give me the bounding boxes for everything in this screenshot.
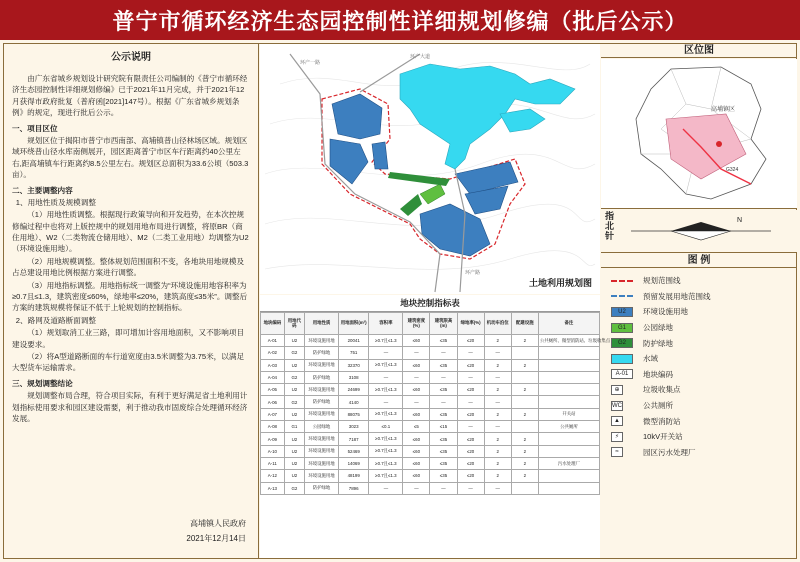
table-cell: 环境设施用地 (305, 470, 339, 482)
road-label: G324 (726, 167, 739, 173)
table-cell: ≤20 (457, 359, 484, 371)
table-cell (538, 347, 599, 359)
table-cell: — (484, 347, 511, 359)
section-3-text: 规划调整布局合理，符合项目实际，有利于更好满足省土地利用计划指标使用要求和园区建设需要，利于推动我市固废综合处理循环经济发展。 (12, 391, 248, 423)
section-2-1-c: （3）用地指标调整。用地指标统一调整为“环境设施用地容积率为≥0.7且≤1.3，建筑密度≤60%，绿地率≤20%，建筑高度≤35米”。调整后方案的建筑规模将保证不低于上轮规划的控制指标。 (12, 280, 248, 313)
legend-label: 防护绿地 (643, 338, 673, 348)
table-cell (511, 396, 538, 408)
legend-swatch: U2 (611, 307, 633, 317)
legend-swatch: A-01 (611, 369, 633, 379)
table-cell: ≤5 (403, 421, 430, 433)
table-cell: ≤20 (457, 470, 484, 482)
table-row (261, 421, 600, 433)
table-cell: 48199 (338, 470, 369, 482)
table-cell: ≤60 (403, 433, 430, 445)
table-cell: — (457, 421, 484, 433)
table-cell: — (457, 347, 484, 359)
table-header-cell: 用地性质 (305, 313, 339, 335)
table-cell: ≤35 (430, 457, 457, 469)
table-cell: 2 (484, 433, 511, 445)
table-cell: A-02 (261, 347, 285, 359)
table-cell (511, 371, 538, 383)
control-indicator-table (260, 295, 611, 558)
notice-intro: 由广东省城乡规划设计研究院有限责任公司编制的《普宁市循环经济生态园控制性详细规划修编》已于2021年11月完成，并于2021年12月获得市政府批复（普府函[2021]147号）。根据《广东省城乡规划条例》的规定，现进行批后公示。 (12, 74, 248, 118)
table-row (261, 359, 600, 371)
table-header-cell: 配建设施 (511, 313, 538, 335)
table-cell: 7896 (338, 482, 369, 494)
table-cell: 2 (484, 470, 511, 482)
table-cell: ≥0.7且≤1.3 (369, 433, 403, 445)
table-cell: 公共厕所 (538, 421, 599, 433)
table-cell: G1 (284, 421, 304, 433)
signer: 高埔镇人民政府 (190, 519, 246, 529)
legend-swatch (611, 280, 633, 282)
table-cell: 污水处理厂 (538, 457, 599, 469)
table-cell: 环境设施用地 (305, 335, 339, 347)
location-map (601, 59, 797, 209)
legend-label: 园区污水处理厂 (643, 447, 696, 457)
land-use-map-drawing (260, 44, 600, 294)
table-row (261, 457, 600, 469)
legend-swatch: G1 (611, 323, 633, 333)
table-cell: A-13 (261, 482, 285, 494)
table-cell: 公共厕所、微型消防站、垃圾收集点 (538, 335, 599, 347)
legend-item (611, 304, 787, 320)
table-row (261, 445, 600, 457)
table-cell: ≤60 (403, 445, 430, 457)
table-cell: A-05 (261, 384, 285, 396)
table-cell: 2 (511, 457, 538, 469)
table-cell: — (484, 482, 511, 494)
table-cell: — (430, 347, 457, 359)
table-cell: — (484, 371, 511, 383)
table-cell: 2 (484, 445, 511, 457)
table-cell: 2 (511, 470, 538, 482)
table-cell: 环境设施用地 (305, 408, 339, 420)
notice-panel (4, 44, 259, 558)
table-row (261, 470, 600, 482)
page-title: 普宁市循环经济生态园控制性详细规划修编（批后公示） (112, 8, 688, 34)
table-cell: 2 (511, 359, 538, 371)
location-map-heading: 区位图 (601, 44, 797, 58)
table-cell (538, 359, 599, 371)
table-row (261, 335, 600, 347)
section-2-2-b: （2）将A型道路断面的车行道宽度由3.5米调整为3.75米，以满足大型货车运输需求。 (12, 351, 245, 373)
notice-heading: 公示说明 (111, 52, 151, 63)
table-body (261, 335, 611, 495)
town-label: 高埔镇区 (711, 107, 736, 113)
table-cell: — (457, 396, 484, 408)
table-cell: ≤0.1 (369, 421, 403, 433)
table-cell: — (457, 482, 484, 494)
location-map-drawing (601, 59, 797, 209)
table-cell: A-12 (261, 470, 285, 482)
table-cell: 14069 (338, 457, 369, 469)
legend-item (611, 367, 787, 383)
legend-swatch: ≈ (611, 447, 623, 457)
table-cell: — (403, 371, 430, 383)
table-cell (511, 482, 538, 494)
table-cell (538, 482, 599, 494)
table-cell: ≤60 (403, 384, 430, 396)
table-cell: 2 (511, 408, 538, 420)
subsection-2-2: 2、路网及道路断面调整 (15, 315, 96, 325)
table-row (261, 371, 600, 383)
legend-swatch (611, 354, 633, 364)
table-header-cell: 用地面积(m²) (338, 313, 369, 335)
table-cell: G2 (284, 371, 304, 383)
table-cell: — (430, 371, 457, 383)
legend-label: 垃圾收集点 (643, 385, 681, 395)
table-cell: 2 (484, 384, 511, 396)
table-cell: ≥0.7且≤1.3 (369, 445, 403, 457)
table-cell: ≤20 (457, 445, 484, 457)
table-cell: A-08 (261, 421, 285, 433)
table-header-cell: 建筑密度(%) (403, 313, 430, 335)
table-cell (511, 347, 538, 359)
land-use-map (260, 44, 600, 294)
table-cell: A-11 (261, 457, 285, 469)
svg-text:N: N (737, 217, 743, 224)
table-cell: 4140 (338, 396, 369, 408)
table-cell: 开关站 (538, 408, 599, 420)
table-cell (538, 396, 599, 408)
table-cell: 2 (511, 384, 538, 396)
table-header-row (261, 313, 600, 335)
table-cell: ≥0.7且≤1.3 (369, 359, 403, 371)
table-row (261, 482, 600, 494)
table-header-cell: 用地代码 (284, 313, 304, 335)
table-cell: U2 (284, 470, 304, 482)
table-cell: 2 (511, 433, 538, 445)
table-cell: ≤20 (457, 408, 484, 420)
table-cell: ≤35 (430, 335, 457, 347)
table-cell: 3023 (338, 421, 369, 433)
table-cell: ≤15 (430, 421, 457, 433)
table-cell: ≤60 (403, 359, 430, 371)
table-cell: ≤60 (403, 408, 430, 420)
table-row (261, 384, 600, 396)
section-2-2-a: （1）规划取消工业三路，即可增加计容用地面积，又不影响项目建设要求。 (12, 328, 245, 349)
legend-swatch: G2 (611, 338, 633, 348)
table-row (261, 433, 600, 445)
table-cell: ≤35 (430, 470, 457, 482)
table-cell: — (369, 482, 403, 494)
table-cell: 防护绿地 (305, 347, 339, 359)
legend-item (611, 273, 787, 289)
table-cell: — (430, 482, 457, 494)
signature-block (186, 517, 246, 546)
table-cell: — (369, 371, 403, 383)
table-cell: G2 (284, 347, 304, 359)
legend-item (611, 382, 787, 398)
section-heading-3: 三、规划调整结论 (12, 378, 73, 388)
table-cell: ≥0.7且≤1.3 (369, 457, 403, 469)
legend-item (611, 320, 787, 336)
table-cell: U2 (284, 433, 304, 445)
table-cell: A-03 (261, 359, 285, 371)
legend-swatch: ⚡ (611, 432, 623, 442)
table-cell: 32370 (338, 359, 369, 371)
legend-label: 水域 (643, 354, 658, 364)
legend-item (611, 335, 787, 351)
table-cell: U2 (284, 384, 304, 396)
table-cell: A-01 (261, 335, 285, 347)
legend-label: 预留发展用地范围线 (643, 291, 711, 301)
legend-label: 微型消防站 (643, 416, 681, 426)
section-1-text: 规划区位于揭阳市普宁市西南部、高埔镇普山径林场区域。规划区域环绕普山径水库南侧展开，园区距离普宁市区车行距离约40公里左右,距高埔镇车行距离约8.5公里左右。规划区总面积为33.6公顷（503.3亩）。 (12, 135, 249, 180)
table-cell: — (484, 396, 511, 408)
legend-label: 地块编码 (643, 369, 673, 379)
table-cell: 2 (484, 457, 511, 469)
table-cell: 公园绿地 (305, 421, 339, 433)
table-cell: 7187 (338, 433, 369, 445)
table-cell: ≥0.7且≤1.3 (369, 384, 403, 396)
section-heading-1: 一、项目区位 (12, 123, 58, 133)
table-cell (538, 445, 599, 457)
legend-label: 公共厕所 (643, 401, 673, 411)
table-cell: 2 (511, 335, 538, 347)
table-cell: — (369, 347, 403, 359)
table-cell: A-09 (261, 433, 285, 445)
table-cell: — (403, 396, 430, 408)
table-cell: 24699 (338, 384, 369, 396)
table-cell (538, 371, 599, 383)
table-cell: A-07 (261, 408, 285, 420)
table-title: 地块控制指标表 (260, 295, 600, 312)
road-label-left: 环产一路 (300, 60, 321, 66)
table-cell: ≤35 (430, 359, 457, 371)
north-arrow-panel (601, 210, 797, 253)
subsection-2-1: 1、用地性质及规模调整 (15, 197, 96, 207)
legend-swatch: WC (612, 402, 622, 409)
table-cell: 2 (511, 445, 538, 457)
table-cell: 环境设施用地 (305, 457, 339, 469)
table-cell: ≤35 (430, 433, 457, 445)
table-cell: A-10 (261, 445, 285, 457)
table-cell: 88075 (338, 408, 369, 420)
legend-label: 10kV开关站 (643, 432, 683, 442)
table-cell: ≤35 (430, 445, 457, 457)
table-cell (538, 470, 599, 482)
table-cell: ≥0.7且≤1.3 (369, 470, 403, 482)
site-marker (716, 141, 722, 147)
table-cell: U2 (284, 457, 304, 469)
north-arrow-icon (601, 210, 797, 253)
table-cell: — (457, 371, 484, 383)
table-cell: 2 (484, 359, 511, 371)
table-cell: U2 (284, 445, 304, 457)
sign-date: 2021年12月14日 (186, 533, 246, 543)
table-row (261, 408, 600, 420)
legend-item (611, 445, 787, 461)
legend-heading: 图 例 (601, 254, 797, 268)
table-cell: 52469 (338, 445, 369, 457)
table-cell: 防护绿地 (305, 482, 339, 494)
map-caption: 土地利用规划图 (528, 278, 592, 288)
legend-item (611, 351, 787, 367)
indicator-table (260, 312, 611, 495)
legend-item (611, 398, 787, 414)
legend-swatch: ▲ (611, 416, 623, 426)
title-banner (0, 0, 800, 40)
table-cell: ≤20 (457, 457, 484, 469)
north-arrow-label: 指北针 (605, 211, 615, 241)
legend-label: 规划范围线 (643, 276, 681, 286)
table-cell (511, 421, 538, 433)
table-cell: 防护绿地 (305, 371, 339, 383)
table-row (261, 347, 600, 359)
table-cell: 20041 (338, 335, 369, 347)
table-cell: ≤20 (457, 384, 484, 396)
table-cell: G2 (284, 396, 304, 408)
table-cell: U2 (284, 408, 304, 420)
table-cell (538, 384, 599, 396)
table-cell: ≥0.7且≤1.3 (369, 408, 403, 420)
legend-item (611, 413, 787, 429)
table-cell: ≤35 (430, 408, 457, 420)
table-cell: — (403, 482, 430, 494)
right-column (601, 44, 797, 558)
road-label-right: 环产路 (465, 270, 481, 276)
legend-item (611, 289, 787, 305)
section-heading-2: 二、主要调整内容 (12, 185, 73, 195)
table-cell: U2 (284, 359, 304, 371)
table-cell: 2 (484, 335, 511, 347)
legend-swatch (611, 295, 633, 297)
table-cell: ≤35 (430, 384, 457, 396)
table-cell: ≥0.7且≤1.3 (369, 335, 403, 347)
table-header-cell: 建筑限高(m) (430, 313, 457, 335)
legend-label: 公园绿地 (643, 323, 673, 333)
table-cell: ≤60 (403, 457, 430, 469)
table-cell: — (369, 396, 403, 408)
section-2-1-a: （1）用地性质调整。根据现行政策导向和开发趋势，在本次控规修编过程中也将对上版控规中的规划用地布局进行调整，将原BR（商住用地）、W2（二类物流仓储用地）、M2（二类工业用地）均调整为U2（环境设施用地）。 (12, 210, 249, 254)
table-cell: A-04 (261, 371, 285, 383)
legend-swatch: ⊕ (611, 385, 623, 395)
table-cell: 环境设施用地 (305, 384, 339, 396)
table-cell (538, 433, 599, 445)
table-cell: 防护绿地 (305, 396, 339, 408)
table-cell: A-06 (261, 396, 285, 408)
table-header-cell: 容积率 (369, 313, 403, 335)
poster-frame (3, 43, 797, 559)
legend-item (611, 429, 787, 445)
road-label-top: 环产大道 (410, 54, 431, 60)
table-cell: 环境设施用地 (305, 445, 339, 457)
table-cell: — (430, 396, 457, 408)
table-cell: 环境设施用地 (305, 359, 339, 371)
table-cell: U2 (284, 335, 304, 347)
table-cell: ≤20 (457, 433, 484, 445)
table-cell: 751 (338, 347, 369, 359)
legend (601, 270, 797, 463)
table-header-cell: 绿地率(%) (457, 313, 484, 335)
table-header-cell: 机动车泊位 (484, 313, 511, 335)
legend-label: 环境设施用地 (643, 307, 688, 317)
table-cell: G2 (284, 482, 304, 494)
table-cell: ≤60 (403, 470, 430, 482)
table-header-cell: 备注 (538, 313, 599, 335)
table-row (261, 396, 600, 408)
section-2-1-b: （2）用地规模调整。整体规划范围面积不变，各地块用地规模及占总建设用地比例根据方案进行调整。 (12, 256, 245, 278)
table-header-cell: 地块编码 (261, 313, 285, 335)
table-cell: 3108 (338, 371, 369, 383)
table-cell: 2 (484, 408, 511, 420)
table-cell: ≤20 (457, 335, 484, 347)
table-cell: 环境设施用地 (305, 433, 339, 445)
table-cell: — (484, 421, 511, 433)
table-cell: ≤60 (403, 335, 430, 347)
table-cell: — (403, 347, 430, 359)
